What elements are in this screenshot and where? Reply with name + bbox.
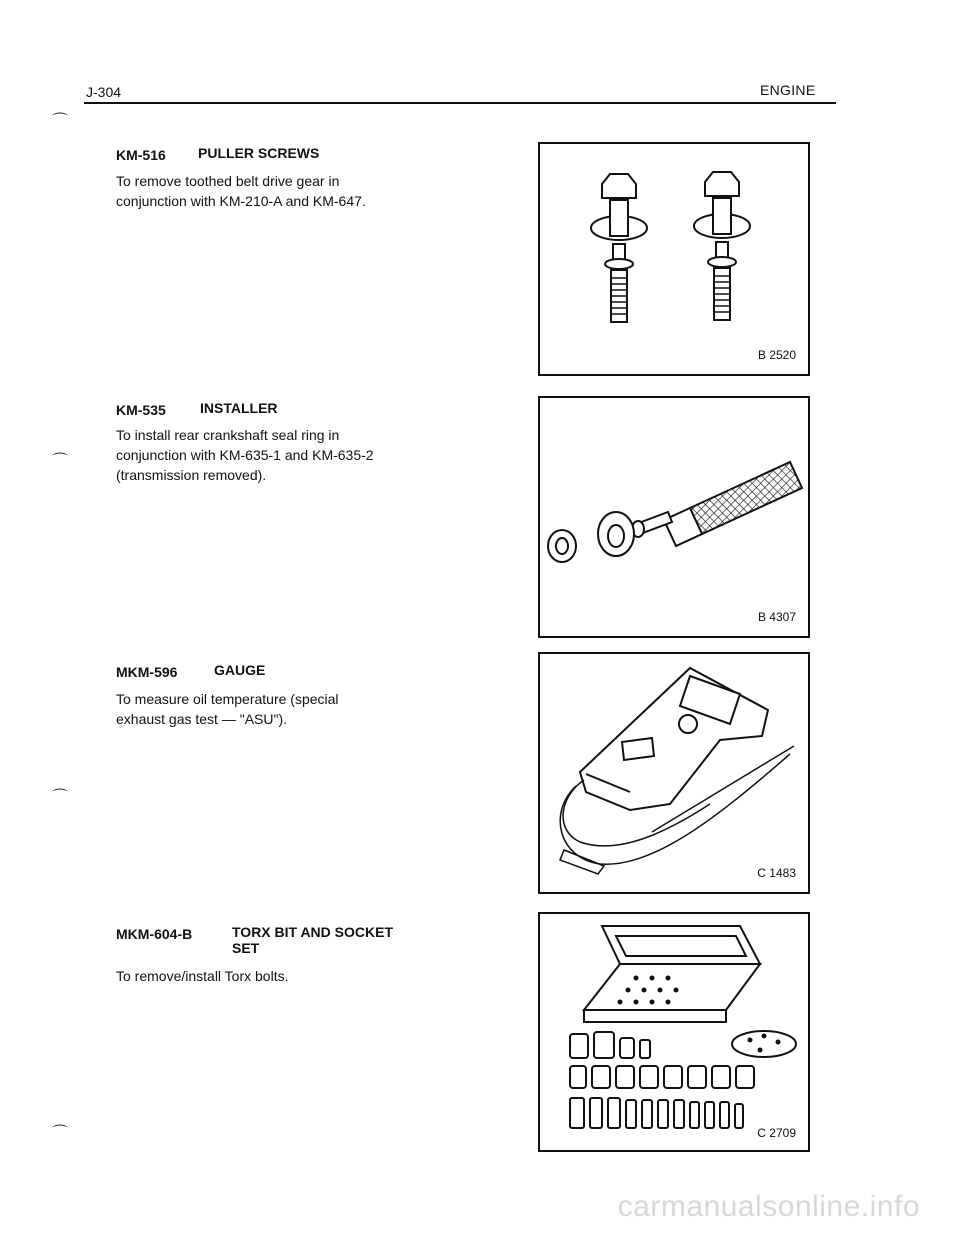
figure-gauge bbox=[538, 652, 810, 894]
tool-name: TORX BIT AND SOCKET SET bbox=[232, 924, 394, 956]
watermark: carmanualsonline.info bbox=[617, 1190, 920, 1223]
figure-puller-screws bbox=[538, 142, 810, 376]
tool-code: KM-516 bbox=[116, 147, 166, 163]
figure-code: B 2520 bbox=[757, 348, 796, 362]
tool-code: MKM-596 bbox=[116, 664, 178, 680]
page-number: J-304 bbox=[86, 84, 122, 100]
gauge-illustration bbox=[540, 654, 808, 892]
tool-description: To remove/install Torx bolts. bbox=[116, 968, 289, 984]
tool-description: To install rear crankshaft seal ring in conjunction with KM-635-1 and KM-635-2 (transmission removed). bbox=[116, 427, 374, 483]
figure-torx-set bbox=[538, 912, 810, 1152]
margin-mark: ⌒ bbox=[52, 113, 69, 130]
tool-description: To remove toothed belt drive gear in conjunction with KM-210-A and KM-647. bbox=[116, 173, 366, 209]
header-rule bbox=[84, 102, 836, 104]
margin-mark: ⌒ bbox=[52, 1125, 69, 1142]
tool-name: INSTALLER bbox=[200, 400, 278, 416]
margin-mark: ⌒ bbox=[52, 453, 69, 470]
tool-code: KM-535 bbox=[116, 402, 166, 418]
figure-code: C 2709 bbox=[757, 1126, 796, 1140]
margin-mark: ⌒ bbox=[52, 789, 69, 806]
tool-name: GAUGE bbox=[214, 662, 266, 678]
section-title: ENGINE bbox=[760, 82, 816, 98]
figure-installer bbox=[538, 396, 810, 638]
installer-illustration bbox=[540, 398, 808, 636]
figure-code: C 1483 bbox=[757, 866, 796, 880]
puller-screws-illustration bbox=[540, 144, 808, 374]
tool-code: MKM-604-B bbox=[116, 926, 193, 942]
tool-name: PULLER SCREWS bbox=[198, 145, 320, 161]
tool-description: To measure oil temperature (special exhaust gas test — "ASU"). bbox=[116, 691, 339, 727]
torx-set-illustration bbox=[540, 914, 808, 1150]
figure-code: B 4307 bbox=[757, 610, 796, 624]
